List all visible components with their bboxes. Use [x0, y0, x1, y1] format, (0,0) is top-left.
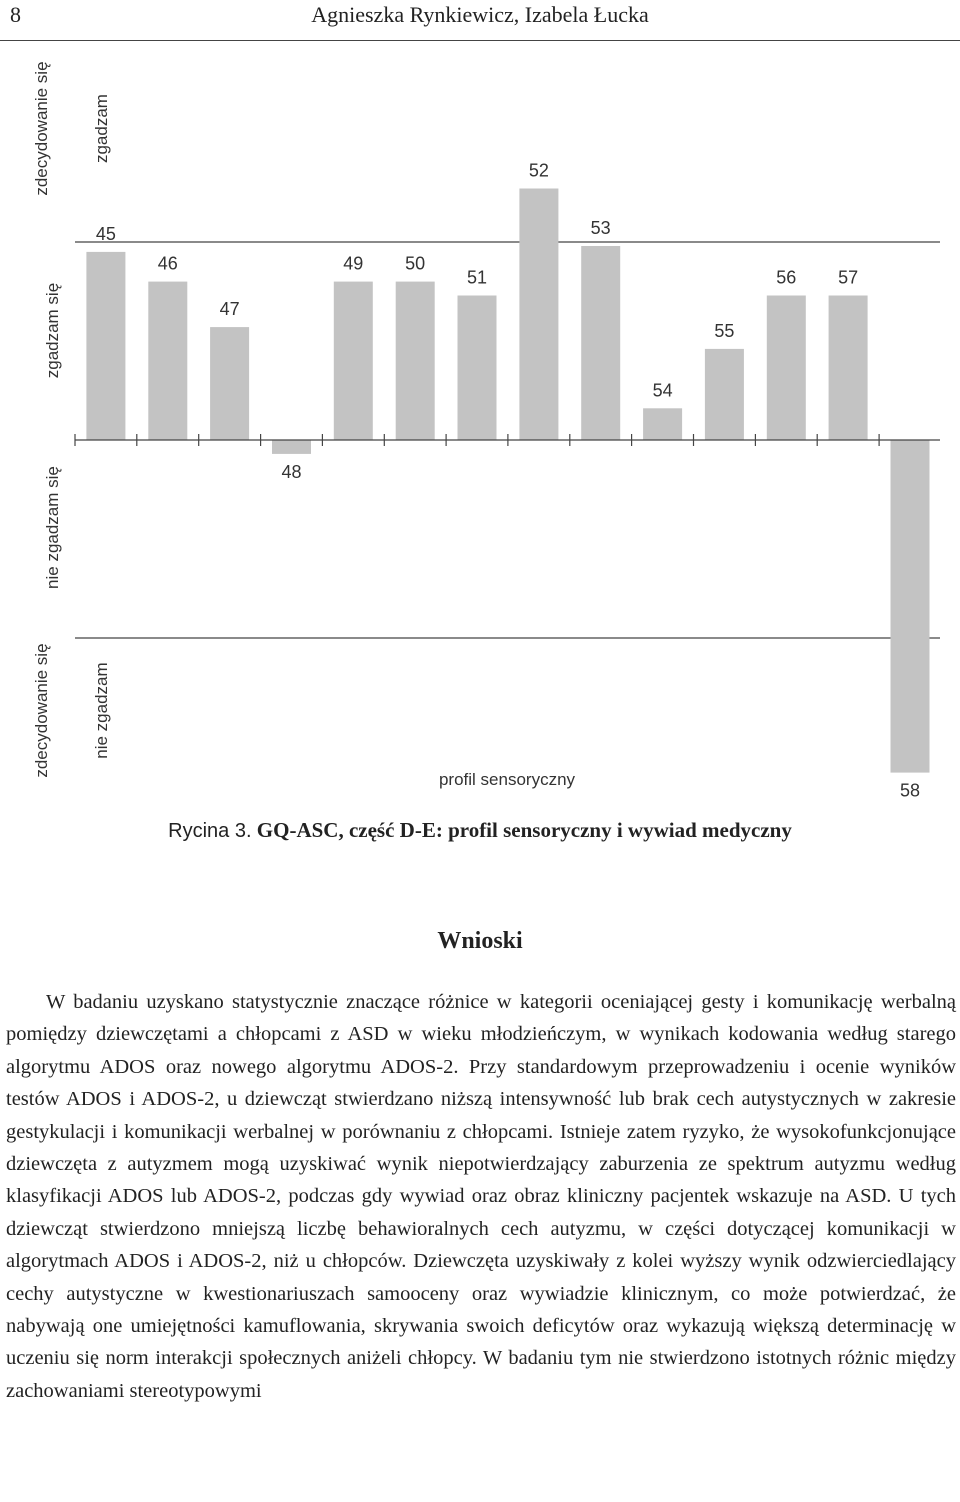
bar-53	[581, 246, 620, 440]
bar-50	[396, 282, 435, 440]
bar-labels-group	[96, 161, 920, 801]
bar-label-51: 51	[466, 267, 488, 288]
bar-label-45: 45	[95, 223, 116, 244]
bar-58	[891, 440, 930, 773]
y-label-agree-text: zgadzam się	[43, 282, 62, 379]
bar-label-52: 52	[528, 160, 549, 181]
body-paragraph: W badaniu uzyskano statystycznie znaczące różnice w kategorii oceniającej gesty i komunikację werbalną pomiędzy dziewczętami a chłopcami z ASD w wieku młodzieńczym, w wynikach kodowania według starego algorytmu ADOS oraz nowego algorytmu ADOS-2. Przy standardowym przeprowadzeniu i ocenie wyników testów ADOS i ADOS-2, u dziewcząt stwierdzano niższą intensywność lub brak cech autystycznych w zakresie gestykulacji i komunikacji werbalnej w porównaniu z chłopcami. Istnieje zatem ryzyko, że wysokofunkcjonujące dziewczęta z autyzmem mogą uzyskiwać wynik niepotwierdzający zaburzenia ze spektrum autyzmu według klasyfikacji ADOS lub ADOS-2, podczas gdy wywiad oraz obraz kliniczny pacjentek wskazuje na ASD. U tych dziewcząt stwierdzono mniejszą liczbę behawioralnych cech autyzmu, w części dotyczącej komunikacji w algorytmach ADOS i ADOS-2, niż u chłopców. Dziewczęta uzyskiwały z kolei wyższy wynik odzwierciedlający cechy autystyczne w kwestionariuszach samooceny oraz wywiadzie klinicznym, co może potwierdzać, że nabywają one umiejętności kamuflowania, skrywania swoich deficytów oraz wykazują większą determinację w uczeniu się norm interakcji społecznych aniżeli chłopcy. W badaniu tym nie stwierdzono istotnych różnic między zachowaniami stereotypowymi	[6, 991, 956, 1402]
bars-group	[86, 189, 929, 773]
bar-label-50: 50	[405, 253, 426, 274]
y-label-strongly-disagree-line2: nie zgadzam	[92, 662, 111, 759]
bar-46	[148, 282, 187, 440]
bar-label-56: 56	[776, 267, 797, 288]
bar-label-48: 48	[281, 461, 302, 482]
bar-label-49: 49	[343, 253, 364, 274]
page-header	[0, 0, 960, 41]
bar-54	[643, 408, 682, 440]
bar-label-58: 58	[899, 780, 921, 801]
bar-label-46: 46	[157, 253, 178, 274]
figure-caption	[0, 818, 960, 843]
bar-55	[705, 349, 744, 440]
bar-45	[86, 252, 125, 440]
bar-label-47: 47	[219, 299, 240, 320]
bar-label-53: 53	[590, 218, 611, 238]
y-label-strongly-disagree-line1: zdecydowanie się	[32, 643, 51, 778]
running-head: Agnieszka Rynkiewicz, Izabela Łucka	[311, 2, 649, 27]
bar-51	[458, 296, 497, 441]
bar-57	[829, 296, 868, 441]
bar-48	[272, 440, 311, 454]
caption-title: GQ-ASC, część D-E: profil sensoryczny i wywiad medyczny	[256, 818, 792, 842]
bar-49	[334, 282, 373, 440]
bar-52	[519, 189, 558, 441]
bar-label-55: 55	[714, 320, 735, 341]
sensory-profile-chart	[0, 40, 960, 810]
y-label-disagree-text: nie zgadzam się	[43, 466, 62, 589]
y-label-strongly-agree-line1: zdecydowanie się	[32, 61, 51, 196]
bar-label-54: 54	[652, 380, 673, 401]
caption-lead: Rycina 3.	[168, 820, 252, 842]
x-axis-title: profil sensoryczny	[438, 770, 576, 789]
bar-label-57: 57	[838, 267, 859, 288]
section-heading: Wnioski	[437, 928, 523, 954]
y-label-strongly-agree-line2: zgadzam	[92, 94, 111, 164]
page-number: 8	[10, 2, 21, 27]
bar-47	[210, 327, 249, 440]
bar-56	[767, 296, 806, 441]
